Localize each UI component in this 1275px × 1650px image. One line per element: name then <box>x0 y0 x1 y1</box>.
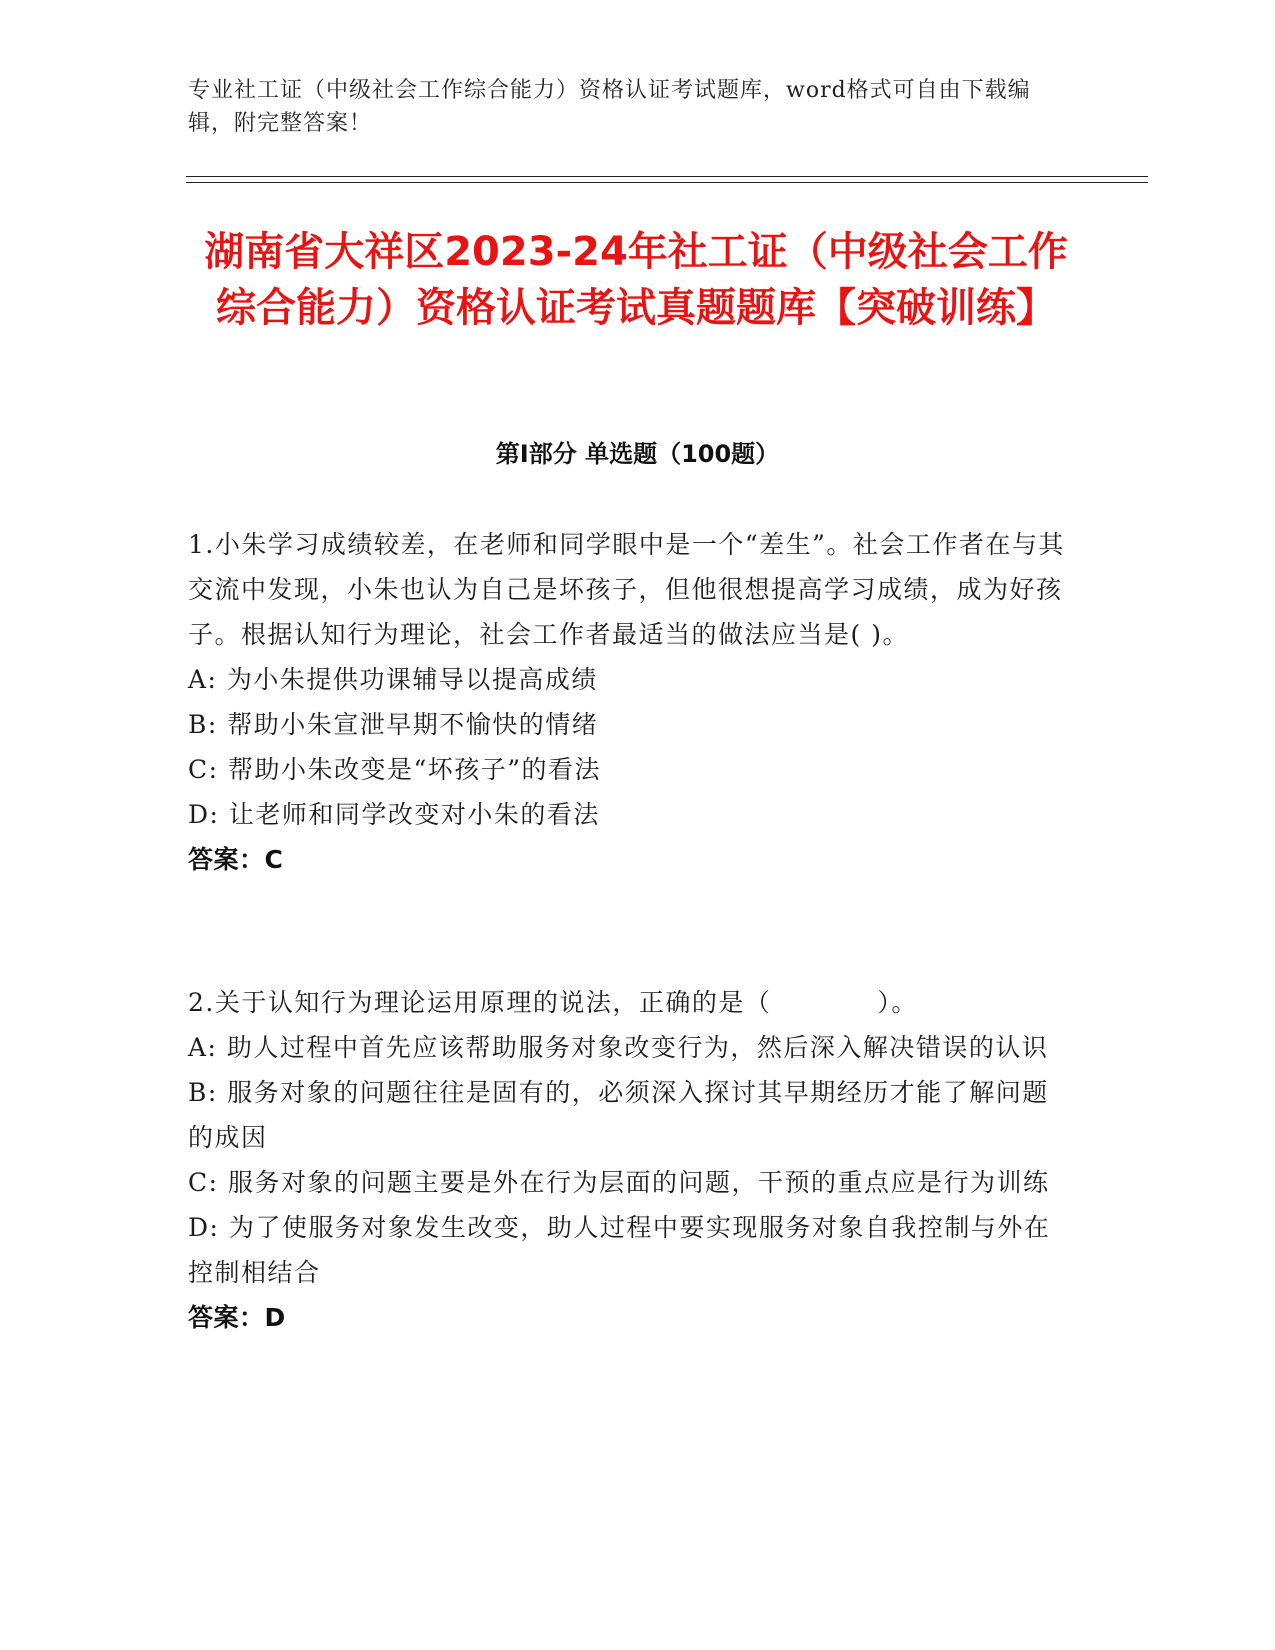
option-b: B: 服务对象的问题往往是固有的，必须深入探讨其早期经历才能了解问题的成因 <box>188 1078 1049 1152</box>
header-divider-bottom <box>186 182 1148 183</box>
question-stem: 2.关于认知行为理论运用原理的说法，正确的是（ ）。 <box>188 988 918 1017</box>
question-block-1 <box>188 522 1068 882</box>
question-block-2 <box>188 980 1068 1340</box>
option-c: C: 帮助小朱改变是“坏孩子”的看法 <box>188 755 602 784</box>
option-d: D: 让老师和同学改变对小朱的看法 <box>188 800 600 829</box>
option-c: C: 服务对象的问题主要是外在行为层面的问题，干预的重点应是行为训练 <box>188 1168 1050 1197</box>
header-divider-top <box>186 176 1148 177</box>
option-a: A: 助人过程中首先应该帮助服务对象改变行为，然后深入解决错误的认识 <box>188 1033 1049 1062</box>
option-a: A: 为小朱提供功课辅导以提高成绩 <box>188 665 598 694</box>
question-stem: 1.小朱学习成绩较差，在老师和同学眼中是一个“差生”。社会工作者在与其交流中发现，小朱也认为自己是坏孩子，但他很想提高学习成绩，成为好孩子。根据认知行为理论，社会工作者最适当的做法应当是( )。 <box>188 530 1065 649</box>
section-heading: 第Ⅰ部分 单选题（100题） <box>495 440 780 468</box>
answer-line: 答案：D <box>188 1303 286 1332</box>
header-note: 专业社工证（中级社会工作综合能力）资格认证考试题库，word格式可自由下载编辑，附完整答案！ <box>188 78 1031 136</box>
option-b: B: 帮助小朱宣泄早期不愉快的情绪 <box>188 710 599 739</box>
document-title: 湖南省大祥区2023-24年社工证（中级社会工作综合能力）资格认证考试真题题库【突破训练】 <box>204 229 1068 331</box>
option-d: D: 为了使服务对象发生改变，助人过程中要实现服务对象自我控制与外在控制相结合 <box>188 1213 1051 1287</box>
answer-line: 答案：C <box>188 845 284 874</box>
